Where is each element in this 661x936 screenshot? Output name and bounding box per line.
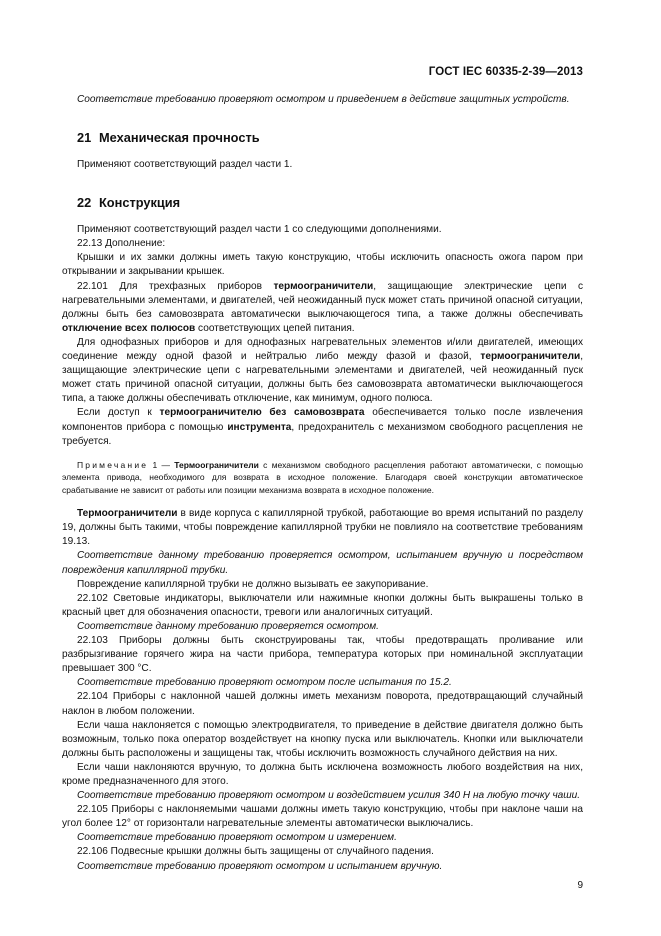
section-21-number: 21 [77,130,92,146]
term-thermal-cutouts: Термоограничители [174,459,259,470]
clause-22-104-text: 22.104 Приборы с наклонной чашей должны иметь механизм поворота, предотвращающий случайный наклон в любом положении. [62,691,583,717]
text-span: , защищающие электрические цепи с нагревательными элементами, и двигателей, чей неожиданный пуск может стать причиной опасной ситуации, должны быть без самовозврата автоматически выключающегося типа, а также должны обеспечивать [62,280,583,320]
clause-22-101-para-2 [62,336,583,406]
clause-22-102-compliance: Соответствие данному требованию проверяется осмотром. [77,620,379,632]
term-all-pole-disconnection: отключение всех полюсов [62,322,196,334]
section-21-heading [77,130,583,146]
term-tool: инструмента [227,421,292,433]
text-span: обеспечивается только после извлечения компонентов прибора с помощью [62,407,583,433]
note-1 [62,459,583,497]
capillary-compliance: Соответствие данному требованию проверяется осмотром, испытанием вручную и посредством повреждения капиллярной трубки. [62,550,583,576]
clause-22-103-compliance: Соответствие требованию проверяют осмотром после испытания по 15.2. [77,677,452,689]
text-span: , предохранитель с механизмом свободного расцепления не требуется. [62,421,583,447]
clause-22-106-compliance: Соответствие требованию проверяют осмотром и испытанием вручную. [77,860,443,872]
section-21-text: Применяют соответствующий раздел части 1. [77,159,293,171]
page-content [62,93,583,874]
clause-22-104-motor-text: Если чаша наклоняется с помощью электродвигателя, то приведение в действие двигателя должно быть возможным, только пока оператор воздействует на кнопку пуска или выключатель. Кнопки или выключатели должны быть расположены и защищены так, чтобы исключить возможность случайного действия на них. [62,719,583,759]
capillary-damage-text: Повреждение капиллярной трубки не должно вызывать ее закупоривание. [77,578,429,590]
term-thermal-cutouts: Термоограничители [77,508,178,520]
clause-22-104-manual-text: Если чаши наклоняются вручную, то должна быть исключена возможность любого воздействия на них, кроме предназначенного для этого. [62,761,583,787]
note-label: Примечание [77,459,149,470]
page-header: ГОСТ IEC 60335-2-39—2013 [428,66,583,78]
clause-22-106-text: 22.106 Подвесные крышки должны быть защищены от случайного падения. [77,846,434,858]
text-span: в виде корпуса с капиллярной трубкой, работающие во время испытаний по разделу 19, должны быть такими, чтобы повреждение капиллярной трубки не повлияло на соответствие требованиям 19.13. [62,508,583,548]
section-22-number: 22 [77,195,92,211]
clause-22-104-compliance: Соответствие требованию проверяют осмотром и воздействием усилия 340 Н на любую точку чаши. [77,790,581,802]
section-21-title: Механическая прочность [99,130,260,146]
clause-22-103-text: 22.103 Приборы должны быть сконструированы так, чтобы предотвращать проливание или разбрызгивание горячего жира на части прибора, температура которых при номинальной эксплуатации превышает 300 °С. [62,635,583,675]
clause-22-105-compliance: Соответствие требованию проверяют осмотром и измерением. [77,832,397,844]
page-number: 9 [577,880,583,891]
clause-22-13-label: 22.13 Дополнение: [77,238,166,250]
text-span: Если доступ к [77,407,160,419]
text-span: Для однофазных приборов и для однофазных нагревательных элементов и/или двигателей, имеющих соединение между одной фазой и нейтралью либо между фазой и фазой, [62,336,583,363]
term-thermal-cutout: термоограничители [480,351,581,363]
text-span: соответствующих цепей питания. [195,322,355,334]
note-text: с механизмом свободного расцепления работают автоматически, с помощью элемента привода, необходимого для возврата в исходное положение. Благодаря своей конструкции автоматическое срабатывание не зависит от работы или позиции механизма возврата в исходное положение. [62,459,584,495]
text-span: 22.101 Для трехфазных приборов [77,280,274,292]
note-number: 1 — [148,459,175,470]
section-22-text: Применяют соответствующий раздел части 1 со следующими дополнениями. [77,224,442,236]
section-22-heading [77,195,583,211]
section-22-title: Конструкция [99,195,181,211]
capillary-requirement [62,507,583,549]
clause-22-101-para-1 [62,280,583,336]
clause-22-105-text: 22.105 Приборы с наклоняемыми чашами должны иметь такую конструкцию, чтобы при наклоне чаши на угол более 12° от горизонтали нагревательные элементы автоматически выключались. [62,804,583,830]
text-span: , защищающие электрические цепи с нагревательными элементами и двигателей, чей неожиданный пуск может стать причиной опасной ситуации, должны быть без самовозврата автоматически выключающегося типа, а также должны обеспечивать отключение, как минимум, одного полюса. [62,351,583,405]
term-non-self-resetting-cutout: термоограничителю без самовозврата [159,407,365,419]
compliance-check-intro: Соответствие требованию проверяют осмотром и приведением в действие защитных устройств. [77,94,570,105]
clause-22-101-para-3 [62,406,583,448]
term-thermal-cutout: термоограничители [273,280,374,292]
clause-22-102-text: 22.102 Световые индикаторы, выключатели или нажимные кнопки должны быть выкрашены только в красный цвет для обозначения опасности, тревоги или аналогичных ситуаций. [62,592,583,618]
clause-22-13-text: Крышки и их замки должны иметь такую конструкцию, чтобы исключить опасность ожога паром при открывании и закрывании крышек. [62,252,583,278]
